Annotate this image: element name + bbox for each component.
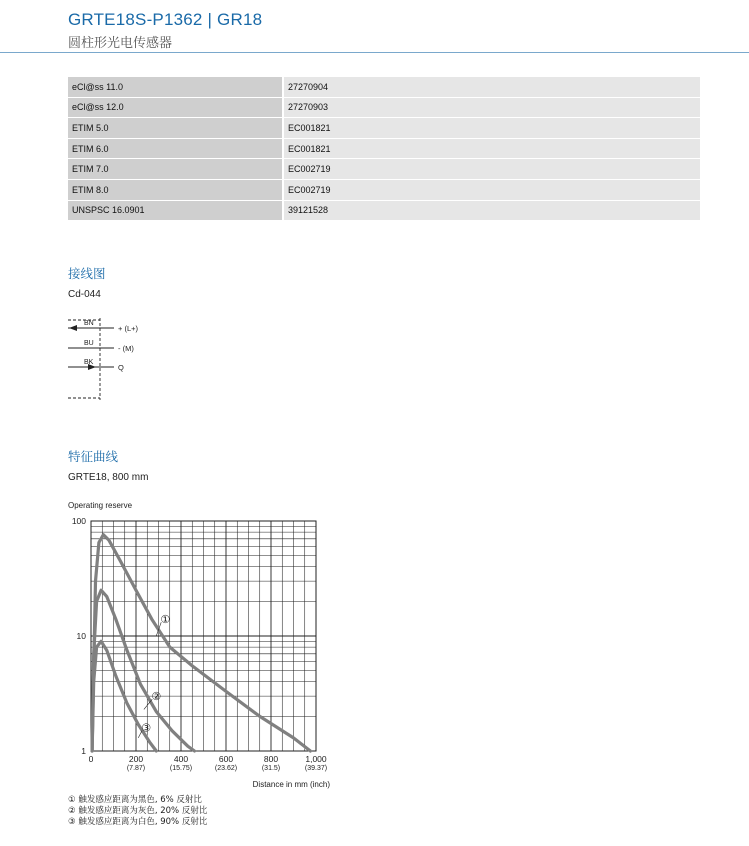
x-tick-label: 1,000 [305,754,327,764]
curve-subtitle: GRTE18, 800 mm [68,472,149,483]
wire-signal-bk: Q [118,363,124,372]
series-label: ① [160,614,171,627]
wiring-heading: 接线图 [68,266,106,281]
x-tick-label: 0 [88,754,94,764]
class-value: 27270903 [283,97,700,118]
x-tick-label-inch: (7.87) [126,765,146,772]
class-value: EC002719 [283,179,700,200]
chart-series-labels [138,614,170,738]
curve-heading: 特征曲线 [68,449,119,464]
curve-legend [68,795,207,828]
class-key: ETIM 8.0 [68,179,283,200]
series-label: ② [151,691,162,704]
x-tick-label: 200 [128,754,144,764]
wire-signal-bn: + (L+) [118,324,139,333]
x-tick-label-inch: (39.37) [304,765,328,772]
y-tick-label: 1 [81,746,86,756]
classification-table [68,77,700,221]
y-tick-label: 100 [71,516,86,526]
x-tick-label: 600 [218,754,234,764]
x-tick-label: 800 [263,754,279,764]
class-key: eCl@ss 12.0 [68,97,283,118]
wire-color-bk: BK [84,359,94,366]
wiring-diagram [64,314,174,406]
table-row [68,179,700,200]
class-value: EC002719 [283,159,700,180]
wiring-code: Cd-044 [68,289,101,300]
class-key: ETIM 5.0 [68,118,283,139]
table-row [68,118,700,139]
table-row [68,200,700,221]
legend-item: ② 触发感应距离为灰色, 20% 反射比 [68,806,208,816]
chart-grid [91,521,316,751]
class-value: EC001821 [283,138,700,159]
x-axis-label: Distance in mm (inch) [252,780,330,789]
legend-item: ③ 触发感应距离为白色, 90% 反射比 [68,817,208,827]
class-key: ETIM 7.0 [68,159,283,180]
class-value: 27270904 [283,77,700,97]
series-label: ③ [141,722,152,735]
table-row [68,77,700,97]
page-header [0,0,749,53]
table-row [68,138,700,159]
class-value: 39121528 [283,200,700,221]
wire-signal-bu: - (M) [118,344,134,353]
class-value: EC001821 [283,118,700,139]
y-tick-label: 10 [76,631,86,641]
class-key: ETIM 6.0 [68,138,283,159]
x-tick-label-inch: (23.62) [214,765,238,772]
class-key: UNSPSC 16.0901 [68,200,283,221]
table-row [68,159,700,180]
product-title: GRTE18S-P1362 | GR18 [68,10,263,29]
legend-item: ① 触发感应距离为黑色, 6% 反射比 [68,795,202,805]
product-subtitle: 圆柱形光电传感器 [68,36,173,51]
wire-color-bu: BU [84,340,94,347]
x-tick-label-inch: (31.5) [261,765,281,772]
y-axis-label: Operating reserve [68,501,133,510]
wire-color-bn: BN [84,320,94,327]
characteristic-curve-chart [0,490,749,790]
class-key: eCl@ss 11.0 [68,77,283,97]
x-tick-label: 400 [173,754,189,764]
x-tick-label-inch: (15.75) [169,765,193,772]
table-row [68,97,700,118]
